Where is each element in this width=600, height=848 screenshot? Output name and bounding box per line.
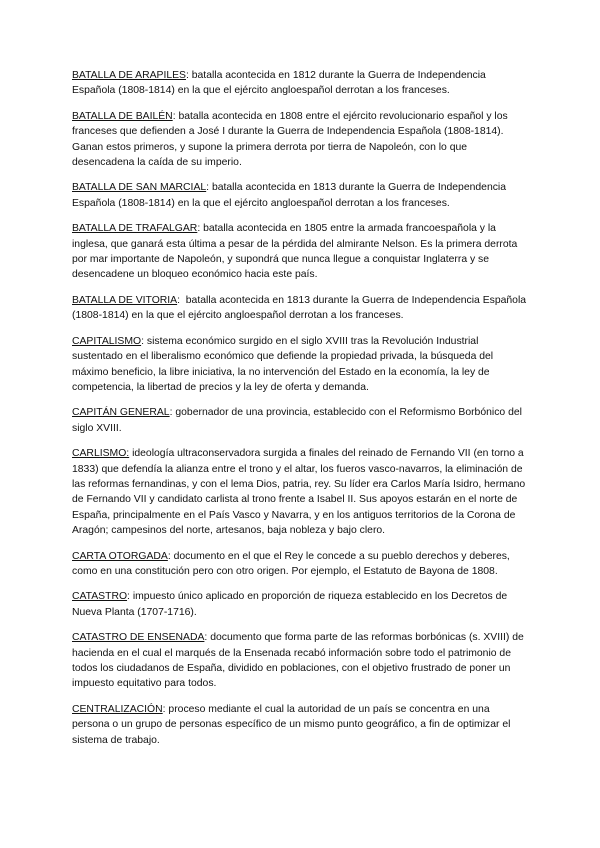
- entry-term: BATALLA DE VITORIA: [72, 294, 178, 306]
- glossary-entry-batalla-de-vitoria: [72, 293, 530, 324]
- entry-definition: ideología ultraconservadora surgida a finales del reinado de Fernando VII (en torno a 1833) que defendía la alianza entre el trono y el altar, los fueros vasco-navarros, la eliminación de las reformas fernandinas, y con el lema Dios, patria, rey. Su líder era Carlos María Isidro, hermano de Fernando VII y candidato carlista al trono frente a Isabel II. Sus apoyos estarán en el norte de España, principalmente en el País Vasco y Navarra, y en los antiguos territorios de la Corona de Aragón; campesinos del norte, artesanos, baja nobleza y bajo clero.: [72, 448, 526, 537]
- glossary-entry-batalla-de-arapiles: [72, 68, 530, 99]
- entry-separator: :: [127, 591, 133, 603]
- entry-definition: batalla acontecida en 1813 durante la Guerra de Independencia Española (1808-1814) en la que el ejército angloespañol derrotan a los franceses.: [72, 294, 527, 322]
- entry-definition: proceso mediante el cual la autoridad de un país se concentra en una persona o un grupo de personas específico de un mismo punto geográfico, a fin de optimizar el sistema de trabajo.: [72, 703, 511, 746]
- glossary-entry-catastro: [72, 589, 530, 620]
- entry-definition: documento que forma parte de las reformas borbónicas (s. XVIII) de hacienda en el cual el marqués de la Ensenada recabó información sobre todo el patrimonio de todos los ciudadanos de España, dividido en poblaciones, con el objetivo frustrado de poner un impuesto equitativo para todos.: [72, 632, 524, 690]
- entry-definition: impuesto único aplicado en proporción de riqueza establecido en los Decretos de Nueva Planta (1707-1716).: [72, 591, 508, 618]
- entry-term: CAPITÁN GENERAL: [72, 407, 170, 419]
- entry-term: BATALLA DE TRAFALGAR: [72, 223, 198, 235]
- entry-separator: :: [197, 223, 204, 235]
- entry-definition: batalla acontecida en 1813 durante la Guerra de Independencia Española (1808-1814) en la que el ejército angloespañol derrotan a los franceses.: [72, 182, 507, 209]
- entry-definition: documento en el que el Rey le concede a su pueblo derechos y deberes, como en una constitución pero con otro origen. Por ejemplo, el Estatuto de Bayona de 1808.: [72, 550, 510, 577]
- entry-separator: :: [167, 550, 174, 562]
- entry-term: BATALLA DE BAILÉN: [72, 110, 173, 122]
- entry-term: CARTA OTORGADA: [72, 550, 168, 562]
- glossary-entry-batalla-de-bailen: [72, 109, 530, 171]
- entry-term: CATASTRO DE ENSENADA: [72, 632, 205, 644]
- entry-definition: batalla acontecida en 1812 durante la Guerra de Independencia Española (1808-1814) en la que el ejército angloespañol derrotan a los franceses.: [72, 70, 486, 97]
- entry-separator: :: [177, 294, 186, 306]
- glossary-entry-capitan-general: [72, 405, 530, 436]
- glossary-entry-carlismo: [72, 446, 530, 538]
- entry-definition: batalla acontecida en 1808 entre el ejército revolucionario español y los franceses que defienden a José I durante la Guerra de Independencia Española (1808-1814). Ganan estos primeros, y supone la primera derrota por tierra de Napoleón, con lo que desencadena la caída de su imperio.: [72, 110, 508, 169]
- entry-separator: :: [185, 70, 192, 81]
- entry-definition: sistema económico surgido en el siglo XVIII tras la Revolución Industrial sustentado en el liberalismo económico que defiende la propiedad privada, la búsqueda del máximo beneficio, la libre iniciativa, la no intervención del Estado en la economía, la ley de competencia, la libertad de precios y la ley de oferta y demanda.: [72, 335, 494, 393]
- entry-definition: batalla acontecida en 1805 entre la armada francoespañola y la inglesa, que ganará esta última a pesar de la pérdida del almirante Nelson. Es la primera derrota por mar importante de Napoleón, y supondrá que nunca llegue a conquistar Inglaterra y se desencadene un bloqueo económico hacia este país.: [72, 223, 518, 281]
- glossary-entry-batalla-de-trafalgar: [72, 221, 530, 283]
- entry-term: BATALLA DE ARAPILES: [72, 70, 186, 81]
- entry-separator: :: [172, 110, 179, 122]
- entry-separator: :: [141, 335, 147, 347]
- entry-term: CAPITALISMO: [72, 335, 142, 347]
- glossary-entry-centralizacion: [72, 702, 530, 748]
- entry-term: CARLISMO:: [72, 448, 130, 460]
- glossary-entry-capitalismo: [72, 334, 530, 396]
- glossary-entry-carta-otorgada: [72, 549, 530, 580]
- glossary-entry-batalla-de-san-marcial: [72, 180, 530, 211]
- entry-definition: gobernador de una provincia, establecido con el Reformismo Borbónico del siglo XVIII.: [72, 407, 522, 434]
- entry-separator: :: [162, 703, 169, 715]
- glossary-page: [72, 68, 530, 758]
- entry-separator: :: [169, 407, 176, 419]
- glossary-entry-catastro-de-ensenada: [72, 630, 530, 692]
- entry-term: CATASTRO: [72, 591, 128, 603]
- entry-separator: :: [204, 632, 211, 644]
- entry-term: CENTRALIZACIÓN: [72, 703, 163, 715]
- entry-separator: :: [206, 182, 212, 194]
- entry-term: BATALLA DE SAN MARCIAL: [72, 182, 207, 194]
